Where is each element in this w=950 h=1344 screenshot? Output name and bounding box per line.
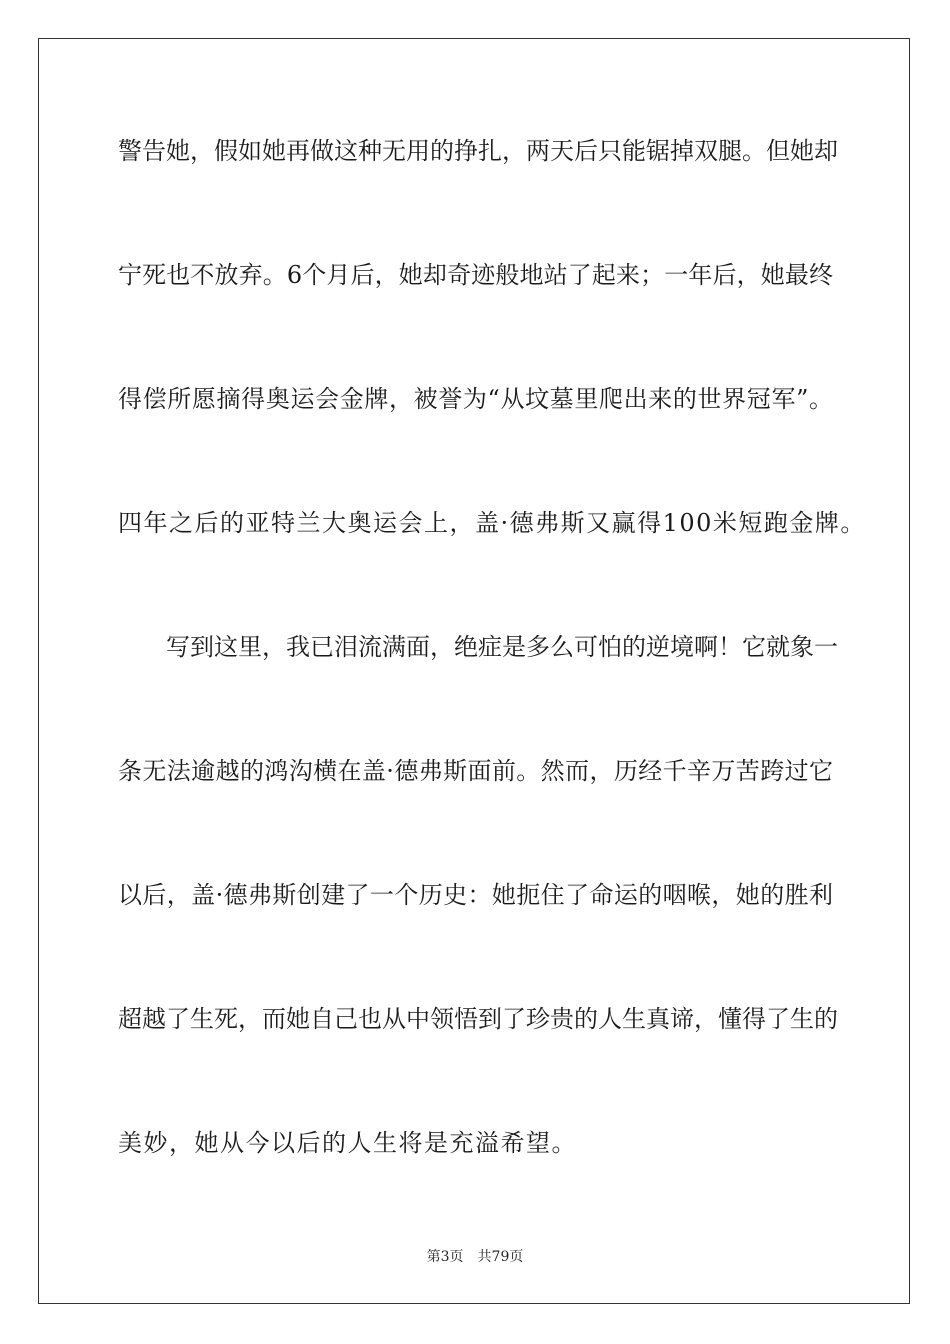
paragraph-line: 得偿所愿摘得奥运会金牌，被誉为“从坟墓里爬出来的世界冠军”。 — [118, 385, 833, 413]
paragraph-line: 以后，盖·德弗斯创建了一个历史：她扼住了命运的咽喉，她的胜利 — [118, 881, 833, 909]
page-border — [38, 38, 910, 1304]
paragraph-line: 警告她，假如她再做这种无用的挣扎，两天后只能锯掉双腿。但她却 — [118, 137, 838, 165]
page-number: 第3页 — [426, 1249, 464, 1265]
paragraph-line: 写到这里，我已泪流满面，绝症是多么可怕的逆境啊！它就象一 — [166, 633, 838, 661]
page-footer — [0, 1248, 950, 1266]
paragraph-line: 美妙，她从今以后的人生将是充溢希望。 — [118, 1129, 577, 1157]
paragraph-line: 四年之后的亚特兰大奥运会上，盖·德弗斯又赢得100米短跑金牌。 — [118, 509, 866, 537]
paragraph-line: 超越了生死，而她自己也从中领悟到了珍贵的人生真谛，懂得了生的 — [118, 1005, 838, 1033]
page-total: 共79页 — [477, 1249, 524, 1265]
paragraph-line: 条无法逾越的鸿沟横在盖·德弗斯面前。然而，历经千辛万苦跨过它 — [118, 757, 833, 785]
paragraph-line: 宁死也不放弃。6个月后，她却奇迹般地站了起来；一年后，她最终 — [118, 261, 833, 289]
